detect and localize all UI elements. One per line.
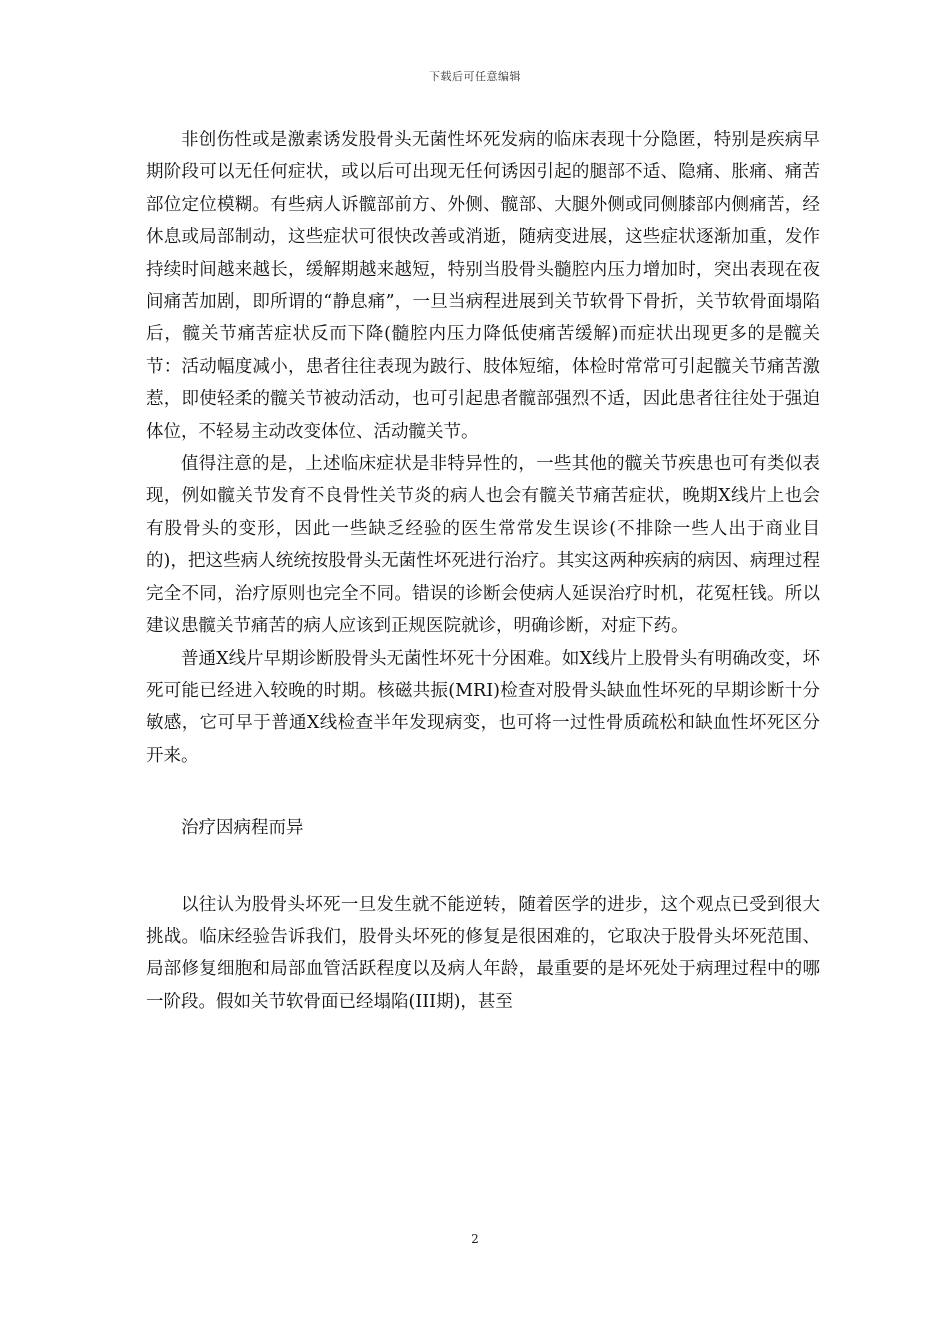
paragraph-imaging-diagnosis: 普通X线片早期诊断股骨头无菌性坏死十分困难。如X线片上股骨头有明确改变，坏死可能已经进入较晚的时期。核磁共振(MRI)检查对股骨头缺血性坏死的早期诊断十分敏感，它可早于普通X线检查半年发现病变，也可将一过性骨质疏松和缺血性坏死区分开来。 bbox=[146, 648, 820, 766]
paragraph-differential-diagnosis: 值得注意的是，上述临床症状是非特异性的，一些其他的髋关节疾患也可有类似表现，例如髋关节发育不良骨性关节炎的病人也会有髋关节痛苦症状，晚期X线片上也会有股骨头的变形，因此一些缺乏经验的医生常常发生误诊(不排除一些人出于商业目的)，把这些病人统统按股骨头无菌性坏死进行治疗。其实这两种疾病的病因、病理过程完全不同，治疗原则也完全不同。错误的诊断会使病人延误治疗时机，花冤枉钱。所以建议患髋关节痛苦的病人应该到正规医院就诊，明确诊断，对症下药。 bbox=[146, 454, 820, 637]
page-header-note: 下载后可任意编辑 bbox=[429, 70, 521, 83]
paragraph-treatment: 以往认为股骨头坏死一旦发生就不能逆转，随着医学的进步，这个观点已受到很大挑战。临床经验告诉我们，股骨头坏死的修复是很困难的，它取决于股骨头坏死范围、局部修复细胞和局部血管活跃程度以及病人年龄，最重要的是坏死处于病理过程中的哪一阶段。假如关节软骨面已经塌陷(III期)，甚至 bbox=[146, 894, 820, 1012]
section-heading: 治疗因病程而异 bbox=[181, 818, 304, 839]
paragraph-clinical-symptoms: 非创伤性或是激素诱发股骨头无菌性坏死发病的临床表现十分隐匿，特别是疾病早期阶段可以无任何症状，或以后可出现无任何诱因引起的腿部不适、隐痛、胀痛、痛苦部位定位模糊。有些病人诉髋部前方、外侧、髋部、大腿外侧或同侧膝部内侧痛苦，经休息或局部制动，这些症状可很快改善或消逝，随病变进展，这些症状逐渐加重，发作持续时间越来越长，缓解期越来越短，特别当股骨头髓腔内压力增加时，突出表现在夜间痛苦加剧，即所谓的“静息痛”，一旦当病程进展到关节软骨下骨折，关节软骨面塌陷后，髋关节痛苦症状反而下降(髓腔内压力降低使痛苦缓解)而症状出现更多的是髋关节：活动幅度减小，患者往往表现为跛行、肢体短缩，体检时常常可引起髋关节痛苦激惹，即使轻柔的髋关节被动活动，也可引起患者髋部强烈不适，因此患者往往处于强迫体位，不轻易主动改变体位、活动髋关节。 bbox=[146, 130, 820, 442]
page-number: 2 bbox=[471, 1232, 479, 1246]
document-body bbox=[146, 124, 820, 1018]
